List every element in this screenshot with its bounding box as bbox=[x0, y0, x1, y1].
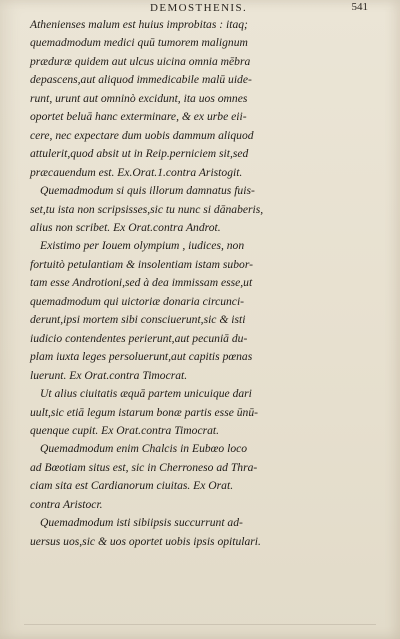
text-line: uersus uos,sic & uos oportet uobis ipsis opitulari. bbox=[30, 534, 261, 548]
text-line: derunt,ipsi mortem sibi consciuerunt,sic & isti bbox=[30, 313, 246, 327]
text-line: set,tu ista non scripsisses,sic tu nunc si dānaberis, bbox=[30, 202, 264, 216]
text-line: iudicio contendentes perierunt,aut pecuniā du- bbox=[30, 331, 248, 345]
text-line: ciam sita est Cardianorum ciuitas. Ex Orat. bbox=[30, 479, 234, 493]
text-line: oportet beluā hanc exterminare, & ex urbe eii- bbox=[30, 110, 247, 124]
text-line: luerunt. Ex Orat.contra Timocrat. bbox=[30, 368, 188, 382]
text-line: Quemadmodum si quis illorum damnatus fuis- bbox=[40, 184, 255, 198]
text-line: ad Bœotiam situs est, sic in Cherroneso ad Thra- bbox=[30, 460, 258, 474]
text-line: præcauendum est. Ex.Orat.1.contra Aristogit. bbox=[30, 165, 243, 179]
text-line: Existimo per Iouem olympium , iudices, non bbox=[40, 239, 245, 253]
text-line: Quemadmodum isti sibiipsis succurrunt ad- bbox=[40, 516, 243, 530]
text-line: tam esse Androtioni,sed à dea immissam esse,ut bbox=[30, 276, 253, 290]
text-line: attulerit,quod absit ut in Reip.perniciem sit,sed bbox=[30, 147, 249, 161]
page-header bbox=[0, 0, 400, 16]
running-head: DEMOSTHENIS. bbox=[150, 2, 248, 14]
text-line: quenque cupit. Ex Orat.contra Timocrat. bbox=[30, 423, 220, 437]
text-line: runt, urunt aut omninò excidunt, ita uos omnes bbox=[30, 91, 248, 105]
text-line: Ut alius ciuitatis æquā partem unicuique dari bbox=[40, 387, 252, 401]
text-line: quemadmodum medici quū tumorem malignum bbox=[30, 36, 248, 50]
page-number: 541 bbox=[351, 1, 368, 13]
text-line: alius non scribet. Ex Orat.contra Androt. bbox=[30, 220, 221, 234]
text-line: quemadmodum qui uictoriæ donaria circunci- bbox=[30, 294, 245, 308]
text-line: fortuitò petulantiam & insolentiam istam subor- bbox=[30, 257, 253, 271]
text-line: contra Aristocr. bbox=[30, 497, 103, 511]
page-edge-shadow bbox=[24, 624, 376, 625]
text-line: uult,sic etiā legum istarum bonæ partis esse ūnū- bbox=[30, 405, 259, 419]
body-text bbox=[30, 16, 378, 551]
text-line: Athenienses malum est huius improbitas : itaq; bbox=[30, 18, 248, 31]
text-line: cere, nec expectare dum uobis dammum aliquod bbox=[30, 128, 254, 142]
text-line: plam iuxta leges persoluerunt,aut capitis pœnas bbox=[30, 350, 253, 364]
text-line: præduræ quidem aut ulcus uicina omnia mēbra bbox=[30, 54, 251, 68]
text-line: Quemadmodum enim Chalcis in Eubœo loco bbox=[40, 442, 248, 456]
text-line: depascens,aut aliquod immedicabile malū uide- bbox=[30, 73, 252, 87]
